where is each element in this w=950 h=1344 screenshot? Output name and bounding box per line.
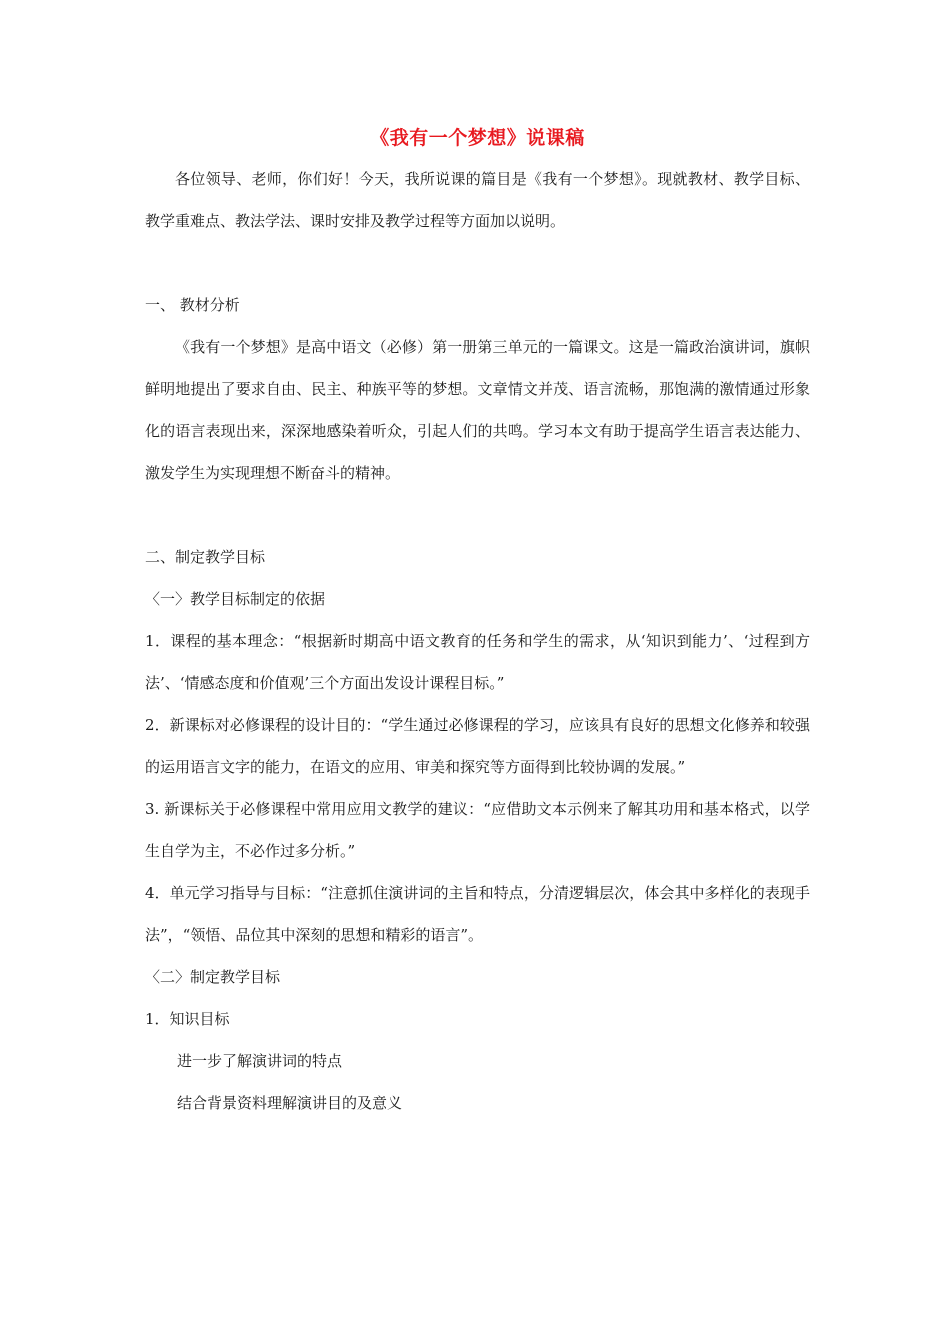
section-1-heading: 一、 教材分析 (145, 296, 240, 314)
section-1-paragraph: 《我有一个梦想》是高中语文（必修）第一册第三单元的一篇课文。这是一篇政治演讲词，旗帜鲜明地提出了要求自由、民主、种族平等的梦想。文章情文并茂、语言流畅，那饱满的激情通过形象化的语言表现出来，深深地感染着听众，引起人们的共鸣。学习本文有助于提高学生语言表达能力、激发学生为实现理想不断奋斗的精神。 (145, 338, 810, 482)
subsection-2-heading: 〈二〉制定教学目标 (145, 968, 281, 986)
spacer (145, 242, 810, 284)
goal-1-line-1: 进一步了解演讲词的特点 (177, 1052, 343, 1070)
list-item-4: 4．单元学习指导与目标：“注意抓住演讲词的主旨和特点，分清逻辑层次，体会其中多样化的表现手法”，“领悟、品位其中深刻的思想和精彩的语言”。 (145, 884, 810, 944)
intro-paragraph: 各位领导、老师，你们好！今天，我所说课的篇目是《我有一个梦想》。现就教材、教学目标、教学重难点、教法学法、课时安排及教学过程等方面加以说明。 (145, 170, 810, 230)
document-page (145, 124, 810, 1124)
subsection-1-heading: 〈一〉教学目标制定的依据 (145, 590, 326, 608)
spacer (145, 494, 810, 536)
goal-1-line-2: 结合背景资料理解演讲目的及意义 (177, 1094, 403, 1112)
section-2-heading: 二、制定教学目标 (145, 548, 266, 566)
goal-1-heading: 1．知识目标 (145, 1010, 230, 1028)
list-item-1: 1．课程的基本理念：“根据新时期高中语文教育的任务和学生的需求，从‘知识到能力’、‘过程到方法’、‘情感态度和价值观’三个方面出发设计课程目标。” (145, 632, 810, 692)
document-title: 《我有一个梦想》说课稿 (370, 127, 585, 149)
list-item-2: 2．新课标对必修课程的设计目的：“学生通过必修课程的学习，应该具有良好的思想文化修养和较强的运用语言文字的能力，在语文的应用、审美和探究等方面得到比较协调的发展。” (145, 716, 810, 776)
list-item-3: 3. 新课标关于必修课程中常用应用文教学的建议：“应借助文本示例来了解其功用和基本格式，以学生自学为主，不必作过多分析。” (145, 800, 810, 860)
